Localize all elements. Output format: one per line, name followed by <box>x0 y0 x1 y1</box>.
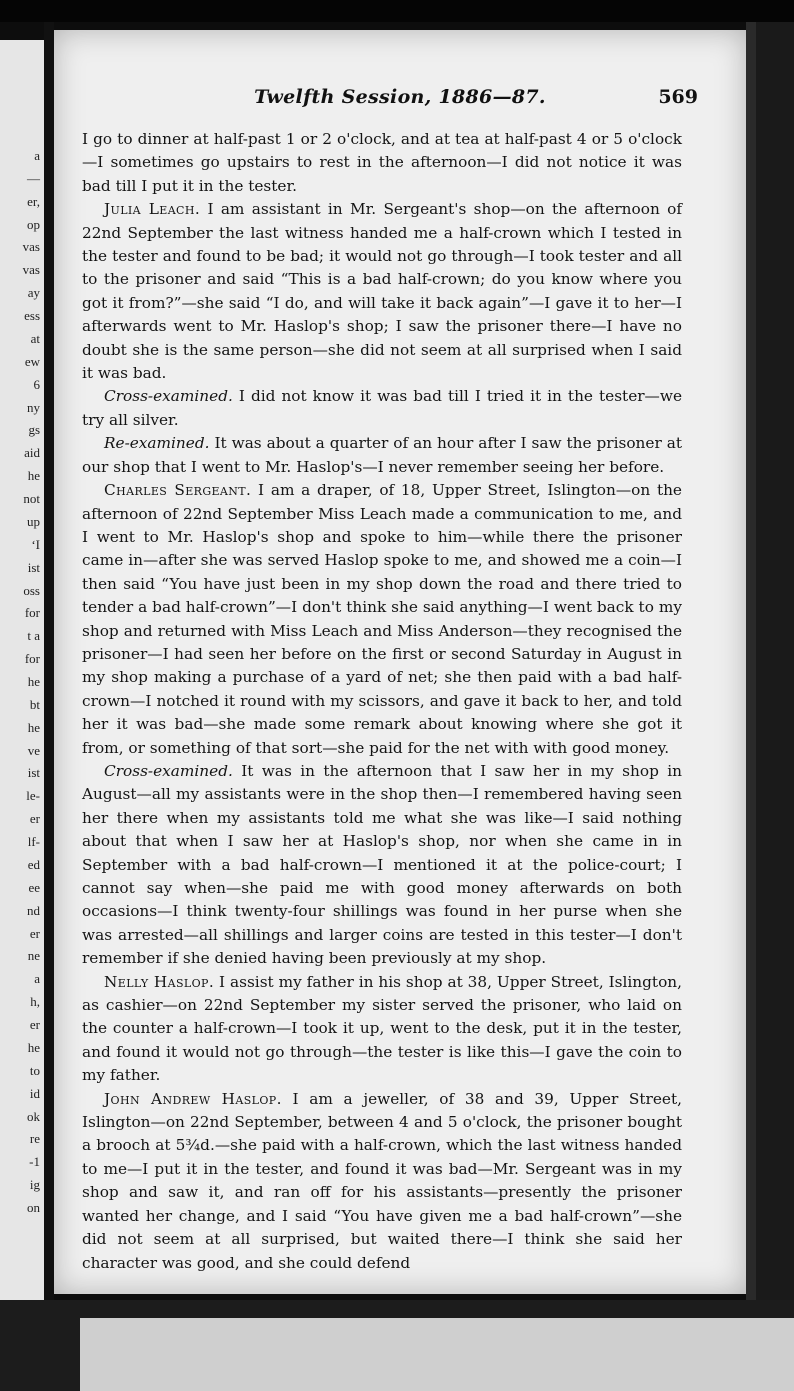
next-page-edge <box>80 1318 794 1391</box>
scan-right-edge <box>746 22 794 1342</box>
facing-page-fragment: ‘I <box>31 537 40 552</box>
facing-page-fragment: op <box>27 217 40 232</box>
paragraph-text: I am a jeweller, of 38 and 39, Upper Street, Islington—on 22nd September, between 4 and 5 o'clock, the prisoner bought a brooch at 5¾d.—she paid with a half-crown, which the last witness handed to me—I put it in the tester, and found it was bad—Mr. Sergeant was in my shop and saw it, and ran off for his assistants—presently the prisoner wanted her change, and I said “You have given me a bad half-crown”—she did not seem at all surprised, but waited there—I think she said her character was good, and she could defend <box>82 1089 682 1272</box>
speaker-label: Charles Sergeant. <box>104 481 252 500</box>
facing-page-edge <box>0 40 44 1330</box>
paragraph <box>82 479 682 760</box>
facing-page-fragment: ee <box>28 880 40 895</box>
facing-page-fragment: — <box>27 171 40 186</box>
speaker-label: Cross-examined. <box>104 387 233 406</box>
facing-page-fragment: not <box>23 491 40 506</box>
facing-page-fragment: on <box>27 1200 40 1215</box>
paragraph-text: I did not know it was bad till I tried it in the tester—we try all silver. <box>82 387 682 429</box>
facing-page-fragment: lf- <box>27 834 40 849</box>
facing-page-fragment: a <box>34 971 40 986</box>
facing-page-fragment: er <box>29 926 40 941</box>
facing-page-fragment: he <box>27 468 40 483</box>
facing-page-fragment: ve <box>27 743 40 758</box>
paragraph <box>82 198 682 385</box>
speaker-label: Re-examined. <box>104 434 210 453</box>
facing-page-fragment: ay <box>27 285 40 300</box>
speaker-label: John Andrew Haslop. <box>104 1089 282 1108</box>
paragraph-text: I am assistant in Mr. Sergeant's shop—on the afternoon of 22nd September the last witness handed me a half-crown which I tested in the tester and found to be bad; it would not go through—I took tester and all to the prisoner and said “This is a bad half-crown; do you know where you got it from?”—she said “I do, and will take it back again”—I gave it to her—I afterwards went to Mr. Haslop's shop; I saw the prisoner there—I have no doubt she is the same person—she did not seem at all surprised when I said it was bad. <box>82 200 682 383</box>
facing-page-fragment: ist <box>27 765 40 780</box>
facing-page-fragment: er <box>29 1017 40 1032</box>
paragraph <box>82 1088 682 1275</box>
paragraph-text: It was in the afternoon that I saw her in my shop in August—all my assistants were in the shop then—I remembered having seen her there when my assistants told me what she was like—I said nothing about that when I saw her at Haslop's shop, nor when she came in in September with a bad half-crown—I mentioned it at the police-court; I cannot say when—she paid me with good money afterwards on both occasions—I think twenty-four shillings was found in her purse when she was arrested—all shillings and larger coins are tested in this tester—I don't remember if she denied having been previously at my shop. <box>82 761 682 968</box>
facing-page-fragment: er, <box>27 194 40 209</box>
facing-page-fragment: for <box>24 651 40 666</box>
facing-page-fragment: a <box>34 148 40 163</box>
facing-page-fragment: aid <box>24 445 40 460</box>
facing-page-fragment: er <box>29 811 40 826</box>
page-header <box>54 86 746 116</box>
scan-top-shadow <box>0 0 794 22</box>
speaker-label: Cross-examined. <box>104 761 233 780</box>
paragraph <box>82 385 682 432</box>
paragraph <box>82 432 682 479</box>
paragraph <box>82 760 682 971</box>
speaker-label: Julia Leach. <box>104 200 201 219</box>
facing-page-fragment: vas <box>22 239 40 254</box>
facing-page-fragment: vas <box>22 262 40 277</box>
facing-page-fragment: ok <box>27 1109 40 1124</box>
facing-page-fragment: for <box>24 605 40 620</box>
facing-page-fragment: ew <box>24 354 40 369</box>
facing-page-fragment: nd <box>27 903 40 918</box>
facing-page-fragment: he <box>27 720 40 735</box>
page-body <box>82 128 682 1275</box>
paragraph-text: I assist my father in his shop at 38, Upper Street, Islington, as cashier—on 22nd September my sister served the prisoner, who laid on the counter a half-crown—I took it up, went to the desk, put it in the tester, and found it would not go through—the tester is like this—I gave the coin to my father. <box>82 972 682 1085</box>
facing-page-fragment: gs <box>28 422 40 437</box>
facing-page-fragment: 6 <box>33 377 40 392</box>
facing-page-fragment: he <box>27 674 40 689</box>
page-number: 569 <box>658 86 698 108</box>
facing-page-fragment: he <box>27 1040 40 1055</box>
facing-page-fragment: ed <box>27 857 40 872</box>
paragraph-text: It was about a quarter of an hour after I saw the prisoner at our shop that I went to Mr. Haslop's—I never remember seeing her before. <box>82 434 682 476</box>
facing-page-fragment: id <box>29 1086 40 1101</box>
page <box>54 30 746 1294</box>
facing-page-fragment: -1 <box>29 1154 40 1169</box>
facing-page-fragment: bt <box>29 697 40 712</box>
facing-page-fragment: ny <box>27 400 40 415</box>
paragraph-text: I go to dinner at half-past 1 or 2 o'clock, and at tea at half-past 4 or 5 o'clock—I sometimes go upstairs to rest in the afternoon—I did not notice it was bad till I put it in the tester. <box>82 130 682 195</box>
paragraph-text: I am a draper, of 18, Upper Street, Islington—on the afternoon of 22nd September Miss Leach made a communication to me, and I went to Mr. Haslop's shop and spoke to him—while there the prisoner came in—after she was served Haslop spoke to me, and showed me a coin—I then said “You have just been in my shop down the road and there tried to tender a bad half-crown”—I don't think she said anything—I went back to my shop and returned with Miss Leach and Miss Anderson—they recognised the prisoner—I had seen her before on the first or second Saturday in August in my shop making a purchase of a yard of net; she then paid with a bad half-crown—I notched it round with my scissors, and gave it back to her, and told her it was bad—she made some remark about knowing where she got it from, or something of that sort—she paid for the net with with good money. <box>82 481 682 757</box>
facing-page-fragment: h, <box>30 994 40 1009</box>
paragraph <box>82 971 682 1088</box>
facing-page-fragment: ist <box>27 560 40 575</box>
facing-page-fragment: ig <box>29 1177 40 1192</box>
facing-page-fragment: at <box>30 331 40 346</box>
speaker-label: Nelly Haslop. <box>104 972 215 991</box>
facing-page-fragment: up <box>27 514 40 529</box>
facing-page-fragment: ess <box>24 308 40 323</box>
facing-page-fragment: re <box>29 1131 40 1146</box>
facing-page-fragment: ne <box>27 948 40 963</box>
facing-page-fragment: t a <box>27 628 40 643</box>
facing-page-fragment: to <box>29 1063 40 1078</box>
paragraph <box>82 128 682 198</box>
book-gutter <box>44 22 54 1352</box>
facing-page-fragment: oss <box>23 583 40 598</box>
facing-page-fragment: le- <box>26 788 40 803</box>
running-title: Twelfth Session, 1886—87. <box>254 86 546 108</box>
